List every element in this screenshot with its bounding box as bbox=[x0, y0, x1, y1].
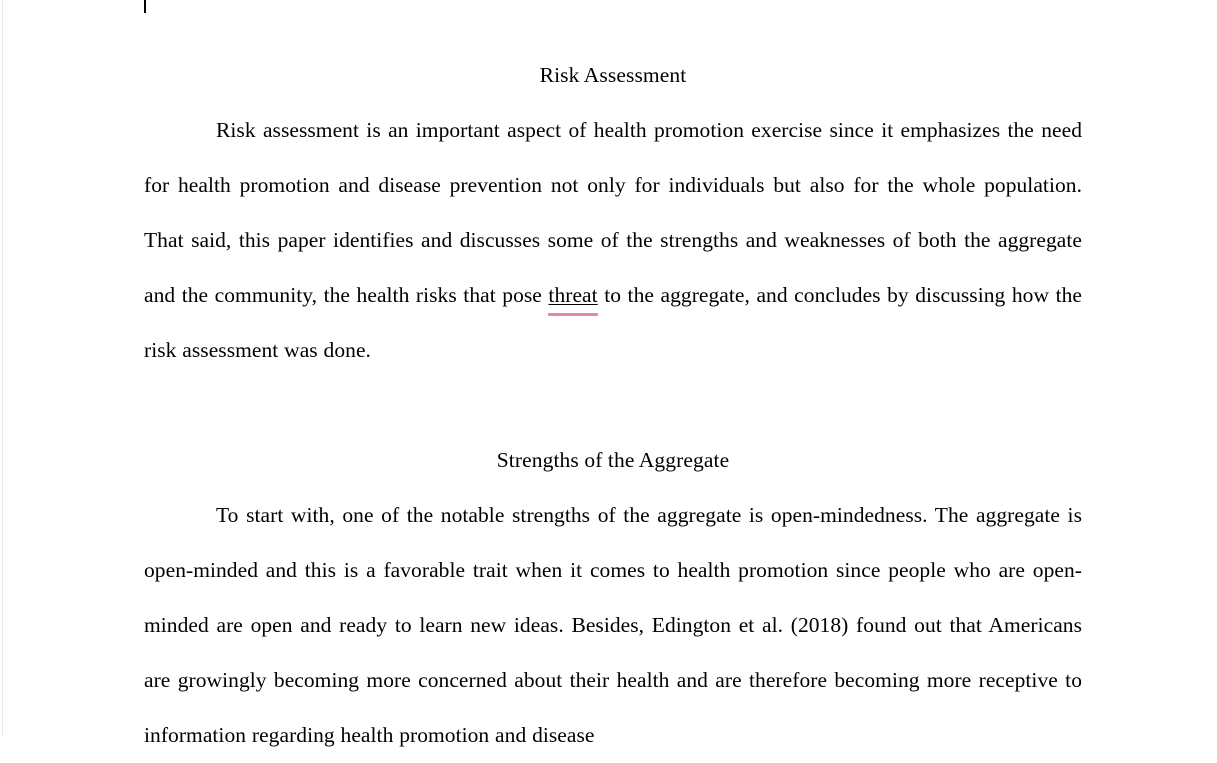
top-spacer-line bbox=[144, 0, 1082, 48]
heading-strengths-of-the-aggregate: Strengths of the Aggregate bbox=[496, 448, 730, 472]
paragraph-strengths-of-the-aggregate[interactable]: To start with, one of the notable strengths of the aggregate is open-mindedness. The aggregate is open-minded and this is a favorable trait when it comes to health promotion since people who are open-minded are open and ready to learn new ideas. Besides, Edington et al. (2018) found out that Americans are growingly becoming more concerned about their health and are therefore becoming more receptive to information regarding health promotion and disease bbox=[144, 503, 1082, 747]
paragraph-text-after-flag: to the aggregate, and concludes by discussing how the risk assessment was done. bbox=[144, 283, 1082, 362]
page-left-border bbox=[2, 0, 3, 736]
grammar-flagged-word-threat[interactable]: threat bbox=[548, 283, 598, 307]
paragraph-text-before-flag: Risk assessment is an important aspect of health promotion exercise since it emphasizes the need for health promotion and disease prevention not only for individuals but also for the whole population. That said, this paper identifies and discusses some of the strengths and weaknesses of both the aggregate and the community, the health risks that pose bbox=[144, 118, 1082, 307]
paragraph-spacer-line bbox=[144, 378, 1082, 433]
document-text-body[interactable] bbox=[144, 0, 1082, 763]
heading-risk-assessment: Risk Assessment bbox=[539, 63, 687, 87]
paragraph-risk-assessment[interactable] bbox=[144, 103, 1082, 378]
